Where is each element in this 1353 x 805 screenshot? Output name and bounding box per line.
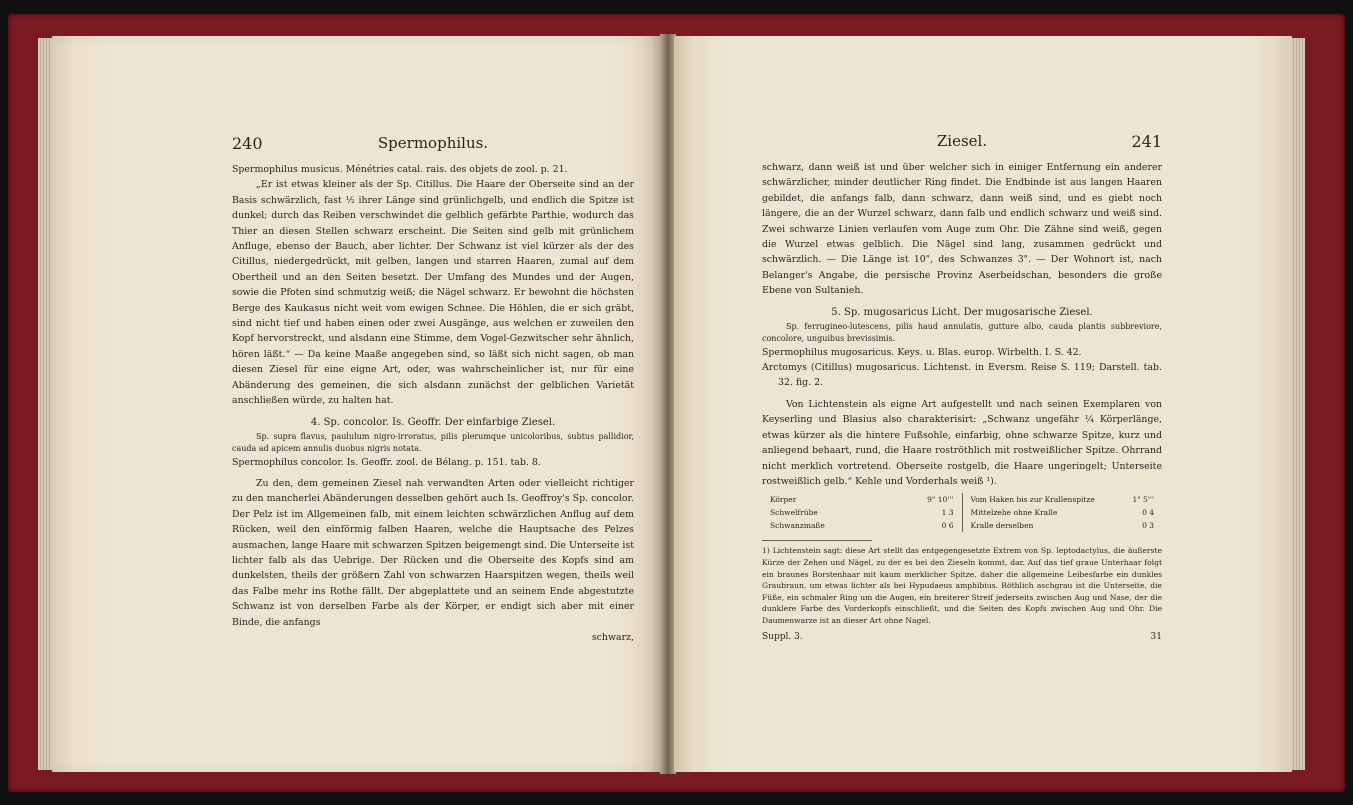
measurement-label: Kralle derselben — [970, 521, 1034, 531]
footnote-rule — [762, 540, 872, 541]
left-running-title: Spermophilus. — [377, 134, 489, 152]
right-page-content — [762, 134, 1162, 646]
catchword: schwarz, — [591, 631, 634, 643]
measurement-value: 1" 5''' — [1132, 495, 1154, 505]
body-paragraph: Von Lichtenstein als eigne Art aufgestellt und nach seinen Exemplaren von Keyserling und Blasius also charakterisirt: „Schwanz ungefähr ¼ Körperlänge, etwas kürzer als die hintere Fußsohle, einfarbig, ohne schwarze Spitze, kurz und anliegend behaart, rund, die Haare roströthlich mit rostweißlicher Spitze. Ohrrand nicht merklich vortretend. Oberseite rostgelb, die Haare ungeringelt; Unterseite rostweißlich gelb.“ Kehle und Vorderhals weiß ¹). — [762, 398, 1162, 487]
latin-diagnosis: Sp. supra flavus, paululum nigro-irroratus, pilis plerumque unicoloribus, subtus pallidior, cauda ad apicem annulis duobus nigris notata. — [232, 431, 634, 453]
species-heading: 5. Sp. mugosaricus Licht. Der mugosarische Ziesel. — [831, 306, 1093, 318]
right-running-head — [762, 134, 1162, 160]
measurement-row — [770, 493, 954, 506]
left-running-head — [232, 136, 634, 162]
entry-reference: Spermophilus musicus. Ménétries catal. rais. des objets de zool. p. 21. — [232, 164, 568, 175]
sheet-number: 31 — [1150, 632, 1162, 643]
measurement-column-left — [762, 493, 962, 532]
left-page — [52, 36, 662, 772]
entry-reference: Arctomys (Citillus) mugosaricus. Lichtenst. in Eversm. Reise S. 119; Darstell. tab. 32. fig. 2. — [762, 362, 1162, 389]
signature-mark: Suppl. 3. — [762, 632, 803, 643]
measurement-row — [971, 519, 1155, 532]
body-paragraph: Zu den, dem gemeinen Ziesel nah verwandten Arten oder vielleicht richtiger zu den mancherlei Abänderungen desselben gehört auch Is. Geoffroy's Sp. concolor. Der Pelz ist im Allgemeinen falb, mit einem leichten schwärzlichen Anflug auf dem Rücken, weil den einförmig falben Haaren, welche die Hauptsache des Pelzes ausmachen, lange Haare mit schwarzen Spitzen beigemengt sind. Die Unterseite ist lichter falb als das Uebrige. Der Rücken und die Oberseite des Kopfs sind am dunkelsten, theils der größern Zahl von schwarzen Haarspitzen wegen, theils weil das Falbe mehr ins Rothe fällt. Der abgeplattete und an seinem Ende abgestutzte Schwanz ist von derselben Farbe als der Körper, er endigt sich aber mit einer Binde, die anfangs — [232, 477, 634, 628]
measurement-value: 0 4 — [1142, 508, 1154, 518]
measurement-label: Schwelfrübe — [770, 508, 818, 518]
page-footer — [762, 630, 1162, 645]
body-paragraph: schwarz, dann weiß ist und über welcher sich in einiger Entfernung ein anderer schwärzlicher, minder deutlicher Ring findet. Die Endbinde ist aus langen Haaren gebildet, die anfangs falb, dann schwarz, dann weiß sind, und es giebt noch längere, die an der Wurzel schwarz, dann falb und endlich schwarz und weiß sind. Zwei schwarze Linien verlaufen vom Auge zum Ohr. Die Zähne sind weiß, gegen die Wurzel etwas gelblich. Die Nägel sind lang, zusammen gedrückt und schwärzlich. — Die Länge ist 10", des Schwanzes 3". — Der Wohnort ist, nach Belanger's Angabe, die persische Provinz Aserbeidschan, besonders die große Ebene von Sultanieh. — [762, 162, 1162, 297]
footnote: 1) Lichtenstein sagt: diese Art stellt das entgegengesetzte Extrem von Sp. leptodactylus, die äußerste Kürze der Zehen und Nägel, zu der es bei den Zieseln kommt, dar. Auf das tief graue Unterhaar folgt ein braunes Borstenhaar mit kaum merklicher Spitze, daher die allgemeine Leibesfarbe ein dunkles Graubraun, um etwas lichter als bei Hypudaeus amphibius. Röthlich aschgrau ist die Unterseite, die Füße, ein schmaler Ring um die Augen, ein breiterer Streif jederseits zwischen Aug und Nase, der die dunklere Farbe des Vorderkopfs einschließt, und die Seiten des Kopfs zwischen Aug und Ohr. Die Daumenwarze ist an dieser Art ohne Nagel. — [762, 546, 1162, 625]
left-page-number: 240 — [232, 134, 263, 153]
entry-reference: Spermophilus mugosaricus. Keys. u. Blas. europ. Wirbelth. I. S. 42. — [762, 346, 1082, 358]
right-page-number: 241 — [1131, 132, 1162, 151]
measurement-label: Vom Haken bis zur Krallenspitze — [970, 495, 1095, 505]
right-page — [674, 36, 1292, 772]
measurement-label: Körper — [770, 495, 797, 505]
measurement-label: Mittelzehe ohne Kralle — [970, 508, 1058, 518]
species-heading: 4. Sp. concolor. Is. Geoffr. Der einfarbige Ziesel. — [310, 416, 556, 428]
measurement-row — [770, 519, 954, 532]
book-cover — [8, 14, 1345, 792]
measurement-row — [770, 506, 954, 519]
latin-diagnosis: Sp. ferrugineo-lutescens, pilis haud annulatis, gutture albo, cauda plantis subbreviore, concolore, unguibus brevissimis. — [762, 321, 1162, 343]
measurement-value: 9" 10''' — [927, 495, 954, 505]
measurement-value: 0 6 — [941, 521, 954, 531]
measurement-label: Schwanzmaße — [770, 521, 825, 531]
measurement-column-right — [962, 493, 1163, 532]
left-page-content — [232, 136, 634, 645]
measurement-value: 0 3 — [1142, 521, 1154, 531]
entry-reference: Spermophilus concolor. Is. Geoffr. zool. de Bélang. p. 151. tab. 8. — [232, 456, 541, 468]
measurement-row — [971, 506, 1155, 519]
measurement-row — [971, 493, 1155, 506]
body-paragraph: „Er ist etwas kleiner als der Sp. Citillus. Die Haare der Oberseite sind an der Basis schwärzlich, fast ½ ihrer Länge sind grünlichgelb, und endlich die Spitze ist dunkel; durch das Reiben verschwindet die gelblich gefärbte Parthie, wodurch das Thier an diesen Stellen schwarz erscheint. Die Seiten sind gelb mit grünlichem Anfluge, ebenso der Bauch, aber lichter. Der Schwanz ist viel kürzer als der des Citillus, niedergedrückt, mit gelben, langen und starren Haaren, zumal auf dem Obertheil und an den Seiten besetzt. Der Umfang des Mundes und der Augen, sowie die Pfoten sind schmutzig weiß; die Nägel schwarz. Er bewohnt die höchsten Berge des Kaukasus nicht weit vom ewigen Schnee. Die Höhlen, die er sich gräbt, sind nicht tief und haben einen oder zwei Ausgänge, aus welchen er zuweilen den Kopf hervorstreckt, und alsdann eine Stimme, dem Vogel-Gezwitscher sehr ähnlich, hören läßt.“ — Da keine Maaße angegeben sind, so läßt sich nicht sagen, ob man diesen Ziesel für eine eigne Art, oder, was wahrscheinlicher ist, nur für eine Abänderung des gemeinen, die sich alsdann zunächst der gelblichen Varietät anschließen würde, zu halten hat. — [232, 179, 634, 407]
right-page-edges — [1291, 38, 1305, 770]
measurement-table — [762, 493, 1162, 532]
measurement-value: 1 3 — [941, 508, 954, 518]
right-running-title: Ziesel. — [936, 132, 988, 150]
